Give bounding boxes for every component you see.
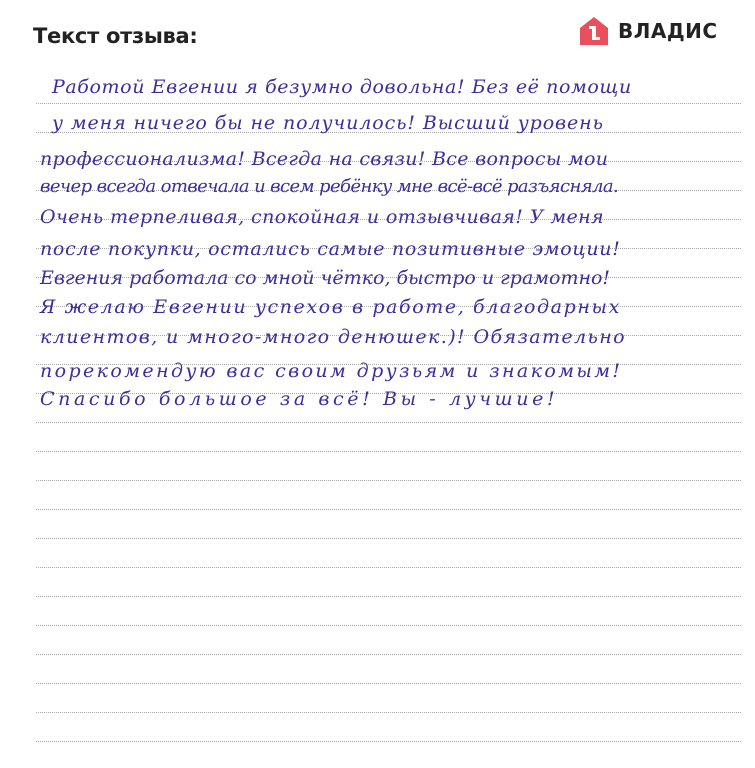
ruled-line [36, 654, 741, 655]
ruled-line [36, 596, 741, 597]
ruled-line [36, 103, 741, 104]
review-line: Работой Евгении я безумно довольна! Без её помощи [52, 76, 632, 98]
review-line: Спасибо большое за всё! Вы - лучшие! [40, 388, 559, 410]
page-title: Текст отзыва: [33, 24, 198, 48]
ruled-line [36, 712, 741, 713]
brand-name: ВЛАДИС [618, 19, 718, 43]
review-line: Евгения работала со мной чётко, быстро и грамотно! [40, 267, 611, 289]
ruled-line [36, 451, 741, 452]
ruled-line [36, 422, 741, 423]
review-line: Я желаю Евгении успехов в работе, благодарных [40, 296, 621, 318]
review-line: у меня ничего бы не получилось! Высший уровень [52, 112, 604, 134]
ruled-line [36, 683, 741, 684]
ruled-line [36, 538, 741, 539]
review-line: клиентов, и много-много денюшек.)! Обязательно [40, 326, 627, 348]
ruled-line [36, 741, 741, 742]
review-line: вечер всегда отвечала и всем ребёнку мне всё-всё разъясняла. [40, 176, 619, 197]
ruled-line [36, 509, 741, 510]
review-line: порекомендую вас своим друзьям и знакомым! [40, 360, 623, 382]
review-line: после покупки, остались самые позитивные эмоции! [40, 238, 621, 260]
ruled-line [36, 625, 741, 626]
review-line: профессионализма! Всегда на связи! Все вопросы мои [40, 148, 609, 170]
ruled-line [36, 480, 741, 481]
ruled-line [36, 567, 741, 568]
review-line: Очень терпеливая, спокойная и отзывчивая! У меня [40, 206, 605, 228]
